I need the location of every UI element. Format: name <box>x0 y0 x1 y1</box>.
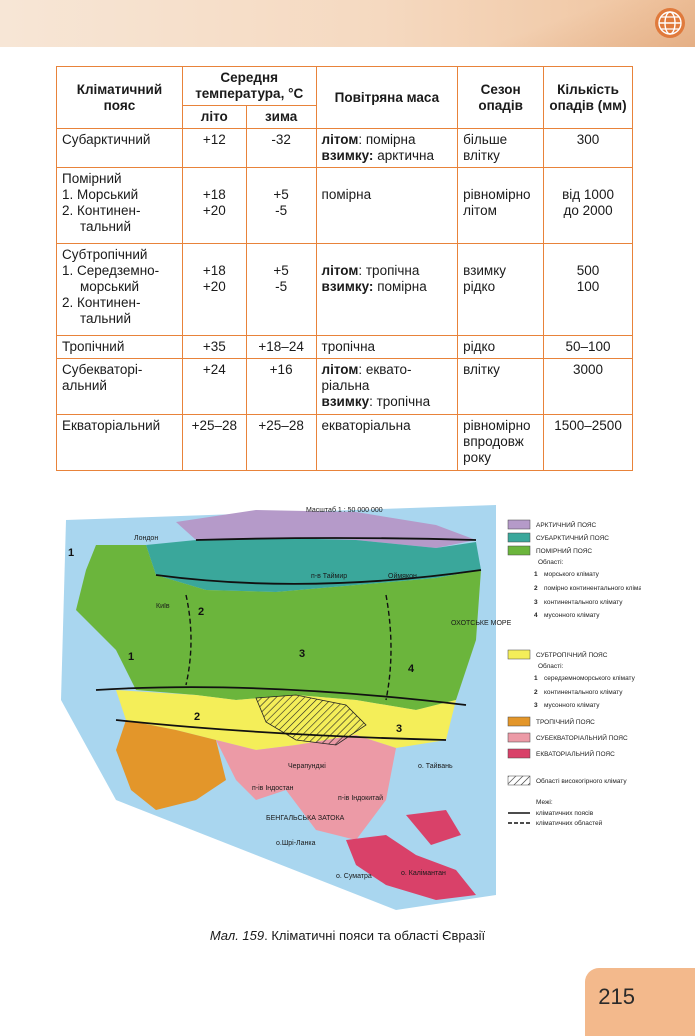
cell-air <box>316 244 458 336</box>
cell-belt: Субарктичний <box>57 129 183 168</box>
table-row-equatorial <box>57 415 633 471</box>
header-season: Сезон опадів <box>458 67 544 129</box>
map-svg <box>56 500 641 912</box>
legend-regions: Області: <box>538 559 564 566</box>
label-sri-lanka: о.Шрі-Ланка <box>276 840 316 847</box>
label-taiwan: о. Тайвань <box>418 763 453 770</box>
amount-1: від 1000 <box>562 187 614 202</box>
label-hindustan: п-ів Індостан <box>252 785 294 792</box>
zone-number: 2 <box>194 711 201 723</box>
air-winter-key: взимку <box>321 394 370 409</box>
legend-num: 3 <box>534 702 538 709</box>
subregion-1-cont: морський <box>80 279 140 294</box>
climate-table <box>56 66 633 471</box>
cell-season: більше влітку <box>458 129 544 168</box>
figure-caption <box>0 928 695 943</box>
air-summer-key: літом <box>321 263 359 278</box>
legend-num: 2 <box>534 689 538 696</box>
table-row-subtropical <box>57 244 633 336</box>
legend-arctic: АРКТИЧНИЙ ПОЯС <box>536 522 597 529</box>
cell-belt <box>57 244 183 336</box>
cell-summer: +25–28 <box>182 415 246 471</box>
amount-2: до 2000 <box>563 203 613 218</box>
subregion-2-cont: тальний <box>80 219 131 234</box>
label-okhotsk: ОХОТСЬКЕ МОРЕ <box>451 620 512 627</box>
air-winter-val: : тропічна <box>369 394 431 409</box>
cell-winter <box>246 168 316 244</box>
label-cherrapunji: Черапунджі <box>288 763 326 770</box>
air-summer-val: : еквато-ріальна <box>321 362 412 393</box>
cell-season <box>458 244 544 336</box>
legend-t1: морського клімату <box>544 571 599 578</box>
season-1: взимку <box>463 263 507 278</box>
cell-belt: Субекваторі-альний <box>57 359 183 415</box>
header-temp: Середня температура, °С <box>182 67 316 106</box>
air-summer-key: літом <box>321 362 359 377</box>
summer-2: +20 <box>202 203 226 218</box>
legend-s2: континентального клімату <box>544 689 623 696</box>
cell-summer <box>182 244 246 336</box>
table-header-row <box>57 67 633 106</box>
amount-1: 500 <box>576 263 600 278</box>
legend-subtropical: СУБТРОПІЧНИЙ ПОЯС <box>536 652 608 659</box>
zone-number: 2 <box>198 606 205 618</box>
legend-b2: кліматичних областей <box>536 820 603 827</box>
amount-2: 100 <box>576 279 600 294</box>
subregion-2: 2. Континен- <box>62 203 141 218</box>
legend-num: 3 <box>534 599 538 606</box>
label-kyiv: Київ <box>156 603 170 610</box>
belt-name: Помірний <box>62 171 122 186</box>
cell-winter: -32 <box>246 129 316 168</box>
legend-b1: кліматичних поясів <box>536 810 594 817</box>
air-value: помірна <box>321 187 372 202</box>
air-winter-key: взимку: <box>321 148 374 163</box>
subregion-1: 1. Морський <box>62 187 139 202</box>
legend-t3: континентального клімату <box>544 599 623 606</box>
legend-swatch-subtropical <box>508 650 530 659</box>
label-taimyr: п-в Таймир <box>311 573 348 580</box>
cell-belt: Тропічний <box>57 336 183 359</box>
label-indochina: п-ів Індокитай <box>338 795 384 802</box>
label-bengal: БЕНГАЛЬСЬКА ЗАТОКА <box>266 815 345 822</box>
winter-1: +5 <box>273 263 289 278</box>
header-winter: зима <box>246 106 316 129</box>
table-row-temperate <box>57 168 633 244</box>
legend-t4: мусонного клімату <box>544 612 600 619</box>
legend-highland: Області високогірного клімату <box>536 778 627 785</box>
cell-amount: 300 <box>544 129 633 168</box>
caption-text: . Кліматичні пояси та області Євразії <box>264 928 486 943</box>
page-number: 215 <box>598 984 635 1009</box>
season-2: рідко <box>463 279 496 294</box>
zone-number: 1 <box>128 651 135 663</box>
cell-winter: +25–28 <box>246 415 316 471</box>
cell-amount <box>544 168 633 244</box>
cell-amount: 50–100 <box>544 336 633 359</box>
legend-swatch-highland <box>508 776 530 785</box>
summer-1: +18 <box>202 187 226 202</box>
legend-equatorial: ЕКВАТОРІАЛЬНИЙ ПОЯС <box>536 751 615 758</box>
cell-belt: Екваторіальний <box>57 415 183 471</box>
season-value: рівномірно літом <box>463 187 531 218</box>
cell-amount <box>544 244 633 336</box>
header-belt: Кліматичний пояс <box>57 67 183 129</box>
label-yakutsk: Оймякон <box>388 573 417 580</box>
legend-t2: помірно континентального клімату <box>544 585 641 592</box>
cell-season: рідко <box>458 336 544 359</box>
legend-tropical: ТРОПІЧНИЙ ПОЯС <box>536 719 595 726</box>
label-kalimantan: о. Калімантан <box>401 870 446 877</box>
table-row-tropical <box>57 336 633 359</box>
cell-summer: +12 <box>182 129 246 168</box>
cell-air: тропічна <box>316 336 458 359</box>
air-summer-val: : тропічна <box>358 263 420 278</box>
cell-air <box>316 359 458 415</box>
air-summer-key: літом <box>321 132 359 147</box>
air-winter-val: арктична <box>373 148 434 163</box>
legend-borders: Межі: <box>536 799 553 806</box>
eurasia-climate-map <box>56 500 641 912</box>
winter-2: -5 <box>275 279 288 294</box>
winter-2: -5 <box>275 203 288 218</box>
cell-air <box>316 129 458 168</box>
table-row-subarctic <box>57 129 633 168</box>
legend-regions2: Області: <box>538 663 564 670</box>
legend-temperate: ПОМІРНИЙ ПОЯС <box>536 548 593 555</box>
subregion-1: 1. Середземно- <box>62 263 160 278</box>
cell-winter: +16 <box>246 359 316 415</box>
label-sumatra: о. Суматра <box>336 873 372 880</box>
belt-name: Субтропічний <box>62 247 148 262</box>
top-decor-band <box>0 0 695 47</box>
cell-winter: +18–24 <box>246 336 316 359</box>
table-row-subequatorial <box>57 359 633 415</box>
legend-swatch-tropical <box>508 717 530 726</box>
zone-number: 3 <box>396 723 403 735</box>
legend-swatch-arctic <box>508 520 530 529</box>
legend-s1: середземноморського клімату <box>544 675 635 682</box>
winter-1: +5 <box>273 187 289 202</box>
cell-season: рівномірно впродовж року <box>458 415 544 471</box>
legend-subequatorial: СУБЕКВАТОРІАЛЬНИЙ ПОЯС <box>536 735 628 742</box>
globe-icon <box>653 6 687 40</box>
subregion-2: 2. Континен- <box>62 295 141 310</box>
caption-prefix: Мал. 159 <box>209 928 265 943</box>
zone-number: 1 <box>68 547 75 559</box>
cell-amount: 1500–2500 <box>544 415 633 471</box>
legend-num: 2 <box>534 585 538 592</box>
cell-air: екваторіальна <box>316 415 458 471</box>
summer-2: +20 <box>202 279 226 294</box>
legend-subarctic: СУБАРКТИЧНИЙ ПОЯС <box>536 535 609 542</box>
cell-belt <box>57 168 183 244</box>
map-scale: Масштаб 1 : 50 000 000 <box>306 507 383 514</box>
cell-amount: 3000 <box>544 359 633 415</box>
legend-swatch-subarctic <box>508 533 530 542</box>
legend-num: 1 <box>534 675 538 682</box>
summer-1: +18 <box>202 263 226 278</box>
legend-num: 1 <box>534 571 538 578</box>
cell-air <box>316 168 458 244</box>
subregion-2-cont: тальний <box>80 311 131 326</box>
zone-number: 3 <box>299 648 306 660</box>
cell-season: влітку <box>458 359 544 415</box>
air-summer-val: : помірна <box>358 132 416 147</box>
cell-summer: +24 <box>182 359 246 415</box>
header-amount: Кількість опадів (мм) <box>544 67 633 129</box>
legend-s3: мусонного клімату <box>544 702 600 709</box>
air-winter-val: помірна <box>373 279 427 294</box>
zone-number: 4 <box>408 663 415 675</box>
label-london: Лондон <box>134 535 159 542</box>
cell-season <box>458 168 544 244</box>
cell-summer <box>182 168 246 244</box>
legend-num: 4 <box>534 612 538 619</box>
cell-winter <box>246 244 316 336</box>
air-winter-key: взимку: <box>321 279 374 294</box>
cell-summer: +35 <box>182 336 246 359</box>
map-legend <box>508 520 641 827</box>
header-air-mass: Повітряна маса <box>316 67 458 129</box>
header-summer: літо <box>182 106 246 129</box>
legend-swatch-temperate <box>508 546 530 555</box>
legend-swatch-equatorial <box>508 749 530 758</box>
legend-swatch-subequatorial <box>508 733 530 742</box>
